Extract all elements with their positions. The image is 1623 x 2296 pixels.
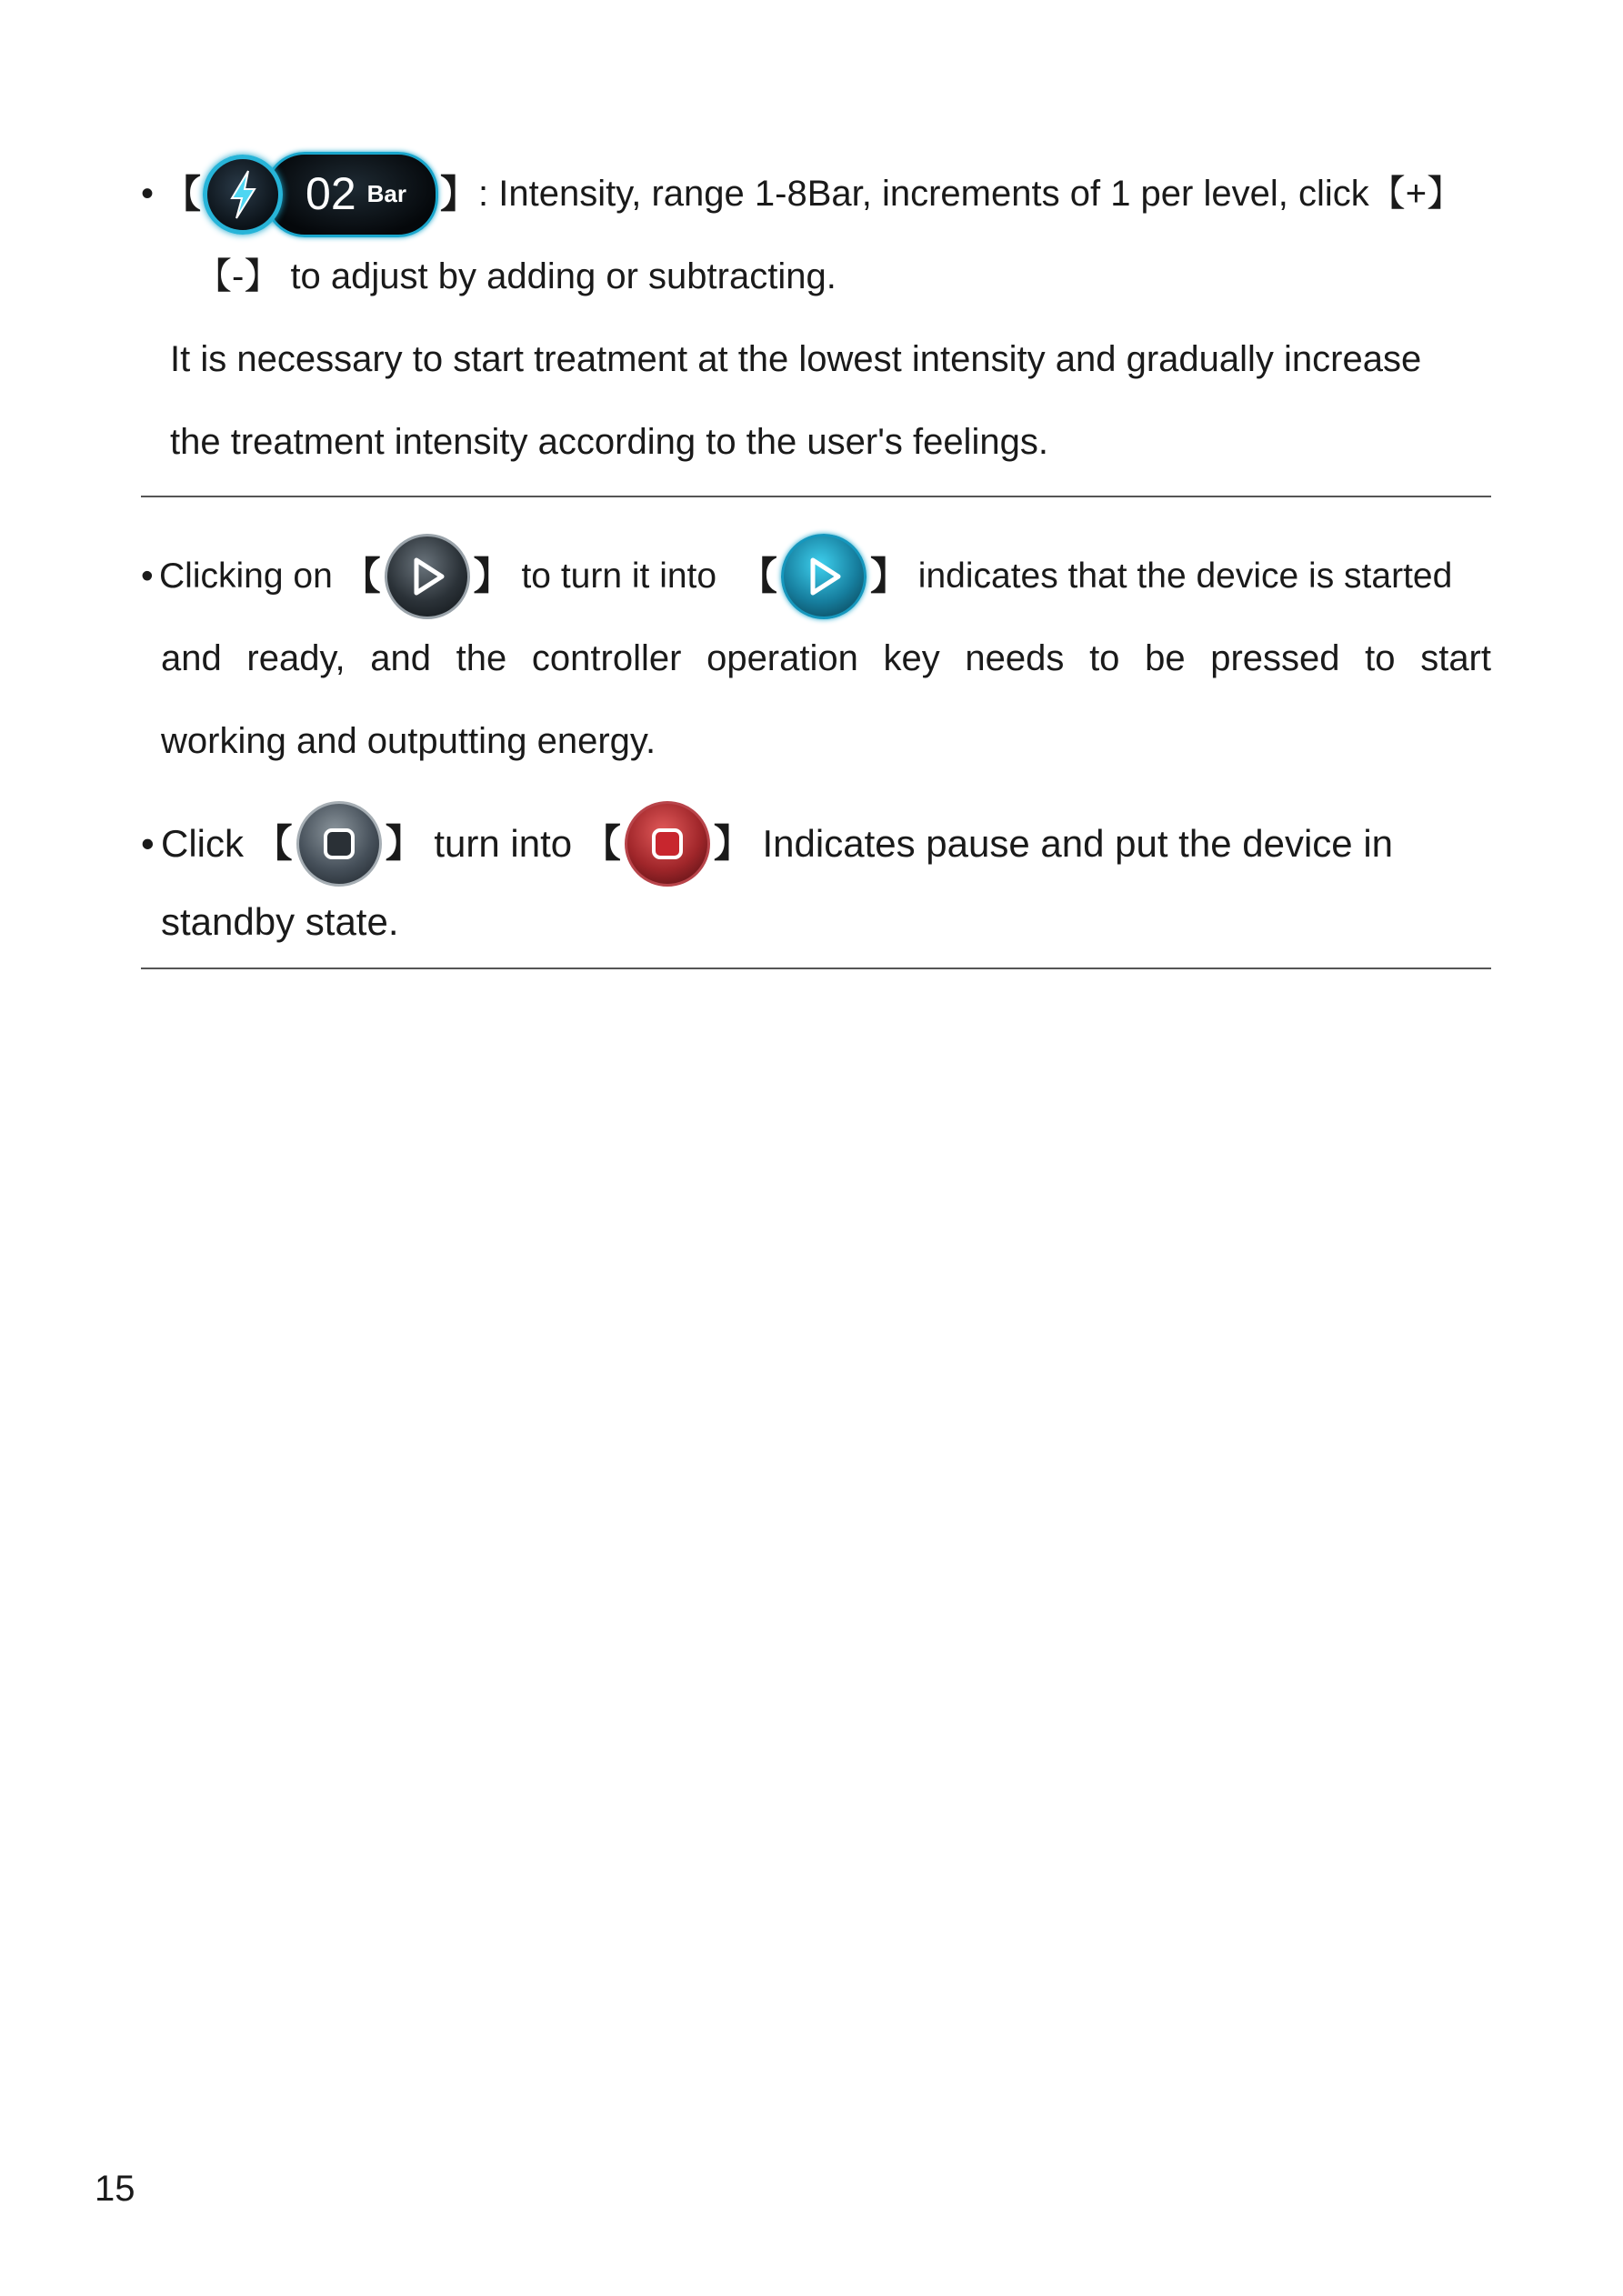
minus-key-label: 【-】: [195, 256, 281, 296]
start-text-line-2: and ready, and the controller operation key needs to be pressed to start: [161, 638, 1491, 678]
intensity-value-display: [265, 152, 438, 237]
intensity-line-1: [141, 153, 1491, 236]
bracket-close: 】: [713, 822, 752, 865]
bracket-open: 【: [254, 822, 293, 865]
bracket-open: 【: [582, 822, 621, 865]
start-line-1: [141, 535, 1491, 617]
bullet: •: [141, 174, 155, 214]
bracket-close: 】: [473, 555, 512, 597]
intensity-note-line-2: [141, 401, 1491, 484]
bracket-open: 【: [163, 173, 202, 216]
bracket-close: 】: [385, 822, 424, 865]
pause-text-a: Click: [161, 822, 255, 865]
start-text-line-3: working and outputting energy.: [161, 721, 656, 761]
play-button-active-icon: [781, 534, 867, 619]
intensity-note-line-1: [141, 318, 1491, 401]
lightning-bolt-icon: [203, 155, 283, 235]
start-text-a: Clicking on: [159, 556, 343, 596]
intensity-note-1: It is necessary to start treatment at the lowest intensity and gradually increase: [170, 339, 1422, 379]
pause-text-line-2: standby state.: [161, 899, 399, 943]
plus-key-label: 【+】: [1368, 174, 1464, 214]
intensity-adjust-text: to adjust by adding or subtracting.: [280, 256, 837, 296]
bracket-close: 】: [869, 555, 908, 597]
intensity-value: 02: [306, 168, 356, 219]
pause-line-2: [141, 885, 1491, 958]
start-line-2: [141, 617, 1491, 700]
start-text-b: to turn it into: [511, 556, 726, 596]
divider-1: [141, 496, 1491, 497]
pause-text-b: turn into: [423, 822, 583, 865]
start-section: [141, 535, 1491, 783]
intensity-note-2: the treatment intensity according to the user's feelings.: [170, 422, 1048, 462]
bullet: •: [141, 556, 154, 596]
intensity-line-2: [141, 236, 1491, 318]
bracket-open: 【: [342, 555, 381, 597]
start-line-3: [141, 700, 1491, 783]
stop-button-inactive-icon: [296, 801, 382, 887]
pause-line-1: [141, 802, 1491, 885]
pause-text-c: Indicates pause and put the device in: [751, 822, 1394, 865]
intensity-unit: Bar: [366, 180, 406, 207]
start-text-c: indicates that the device is started: [907, 556, 1453, 596]
intensity-description: : Intensity, range 1-8Bar, increments of 1 per level, click: [478, 174, 1369, 214]
page-number: 15: [95, 2169, 135, 2209]
stop-square: [324, 828, 355, 859]
bullet: •: [141, 822, 155, 865]
intensity-widget: [203, 155, 438, 235]
stop-square: [652, 828, 683, 859]
divider-2: [141, 968, 1491, 969]
intensity-section: [141, 153, 1491, 484]
play-button-inactive-icon: [385, 534, 470, 619]
bracket-close: 】: [440, 173, 479, 216]
pause-section: [141, 802, 1491, 958]
bracket-open: 【: [738, 555, 777, 597]
stop-button-active-icon: [625, 801, 710, 887]
